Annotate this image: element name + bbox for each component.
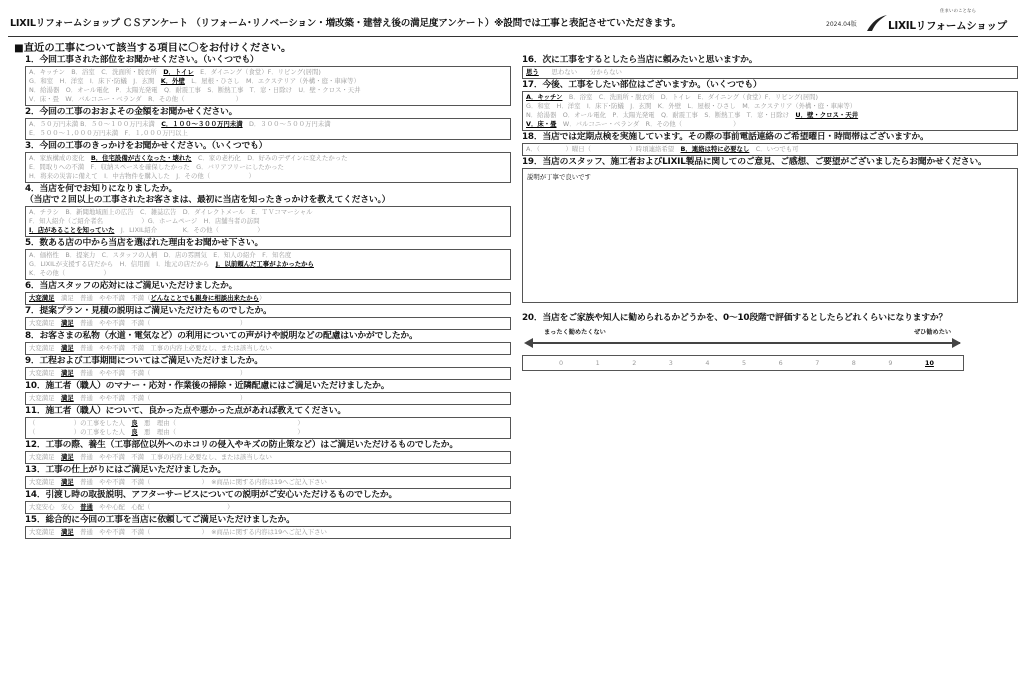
option-text[interactable]: A．価格性 B．提案力 C．スタッフの人柄 D．店の雰囲気 E．知人の紹介 F．知名度 <box>29 251 292 259</box>
option-text[interactable]: ） <box>259 294 266 302</box>
scale-option-6[interactable]: 6 <box>778 359 783 367</box>
answer-box <box>25 501 511 514</box>
option-text[interactable]: 普通 やや不満 不満（ ） <box>73 369 247 377</box>
answer-line <box>526 93 1014 102</box>
option-text[interactable]: C．いつでも可 <box>749 145 799 153</box>
selected-option[interactable]: 良 <box>131 419 138 427</box>
option-text[interactable]: 満足 普通 やや不満 不満（ <box>54 294 151 302</box>
option-text[interactable]: N．給湯器 O．オール電化 P．太陽光発電 Q．耐震工事 S．断熱工事 T．窓・日除け <box>526 111 796 119</box>
option-text[interactable]: G．和室 H．洋室 I．床下･防蟻 J．玄関 <box>29 77 161 85</box>
option-text[interactable]: B．浴室 C．洗面所・脱衣所 D．トイレ E．ダイニング（食堂）F．リビング(居間) <box>562 93 819 101</box>
answer-box <box>25 249 511 280</box>
option-text[interactable]: N．給湯器 O．オール電化 P．太陽光発電 Q．耐震工事 S．断熱工事 T．窓・日除け U．壁・クロス・天井 <box>29 86 361 94</box>
question-title: 16．次に工事をするとしたら当店に頼みたいと思いますか。 <box>522 55 758 65</box>
question-title: 17．今後、工事をしたい部位はございますか。（いくつでも） <box>522 80 762 90</box>
option-text[interactable]: A．キッチン B．浴室 C．洗面所・脱衣所 <box>29 68 164 76</box>
selected-option[interactable]: B．連絡は特に必要なし <box>680 145 750 153</box>
answer-line <box>29 163 507 172</box>
option-text[interactable]: （ ）の工事をした人 <box>29 419 132 427</box>
scale-option-9[interactable]: 9 <box>888 359 893 367</box>
option-text[interactable]: 普通 やや不満 不満（ ） <box>73 394 247 402</box>
selected-option[interactable]: V．床・畳 <box>526 120 557 128</box>
selected-option[interactable]: 満足 <box>60 344 74 352</box>
answer-line <box>29 77 507 86</box>
question-title: 5．数ある店の中から当店を選ばれた理由をお聞かせ下さい。 <box>25 238 264 248</box>
question-title: 2．今回の工事のおおよその金額をお聞かせください。 <box>25 107 238 117</box>
answer-line <box>29 528 507 537</box>
selected-option[interactable]: 満足 <box>60 528 74 536</box>
selected-option[interactable]: D．トイレ <box>163 68 194 76</box>
scale-option-1[interactable]: 1 <box>595 359 600 367</box>
question-title: 14．引渡し時の取扱説明、アフターサービスについての説明がご安心いただけるものでしたか。 <box>25 490 398 500</box>
question-title: 13．工事の仕上がりにはご満足いただけましたか。 <box>25 465 226 475</box>
question-subtitle: （当店で２回以上の工事されたお客さまは、最初に当店を知ったきっかけを教えてください。） <box>25 195 391 205</box>
option-text[interactable]: E．間取りへの不満 F．収納スペースを確保したかった G．バリアフリーにしたかった <box>29 163 284 171</box>
scale-option-3[interactable]: 3 <box>668 359 673 367</box>
selected-option[interactable]: A．キッチン <box>526 93 563 101</box>
answer-line <box>29 369 507 378</box>
option-text[interactable]: L．屋根・ひさし M．エクステリア（外構・庭・車庫等） <box>184 77 360 85</box>
answer-box <box>25 392 511 405</box>
selected-option[interactable]: どんなことでも親身に相談出来たから <box>150 294 260 302</box>
answer-line <box>29 226 507 235</box>
left-column <box>25 55 511 540</box>
selected-option[interactable]: 良 <box>131 428 138 436</box>
option-text[interactable]: A．家族構成の変化 <box>29 154 91 162</box>
answer-line <box>29 217 507 226</box>
answer-line <box>29 208 507 217</box>
question-title: 3．今回の工事のきっかけをお聞かせください。（いくつでも） <box>25 141 268 151</box>
comment-field[interactable]: 説明が丁寧で良いです <box>522 168 1018 303</box>
option-text[interactable]: 普通 やや不満 不満（ ） <box>73 319 247 327</box>
selected-option[interactable]: 満足 <box>60 394 74 402</box>
question-title: 11．施工者（職人）について、良かった点や悪かった点があれば教えてください。 <box>25 406 346 416</box>
answer-line <box>29 319 507 328</box>
answer-line <box>526 111 1014 120</box>
option-text[interactable]: A．チラシ B．新聞地域面上の広告 C．雑誌広告 D．ダイレクトメール E．ＴＶコマーシャル <box>29 208 313 216</box>
selected-option[interactable]: K．外壁 <box>160 77 185 85</box>
version-label: 2024.04版 <box>826 21 857 28</box>
answer-box <box>25 367 511 380</box>
question-title: 18．当店では定期点検を実施しています。その際の事前電話連絡のご希望曜日・時間帯はございますか。 <box>522 132 929 142</box>
answer-line <box>29 478 507 487</box>
answer-line <box>29 394 507 403</box>
header <box>8 6 1018 37</box>
selected-option[interactable]: 普通 <box>80 503 93 511</box>
arrow-left-icon <box>524 338 533 348</box>
option-text[interactable]: A．（ ）曜日（ ）時頃連絡希望 <box>526 145 681 153</box>
answer-box <box>522 66 1018 79</box>
selected-option[interactable]: 大変満足 <box>29 294 55 302</box>
answer-line <box>29 453 507 462</box>
answer-line <box>29 129 507 138</box>
answer-line <box>29 269 507 278</box>
option-text[interactable]: 大変満足 <box>29 344 61 352</box>
arrow-right-icon <box>952 338 961 348</box>
answer-box <box>25 526 511 539</box>
answer-line <box>29 260 507 269</box>
answer-box <box>25 342 511 355</box>
selected-option[interactable]: J．以前頼んだ工事がよかったから <box>215 260 314 268</box>
question-title: 20．当店をご家族や知人に勧められるかどうかを、0～10段階で評価するとしたらどれくらいになりますか？ <box>522 313 948 323</box>
scale-option-0[interactable]: 0 <box>559 359 564 367</box>
option-text[interactable]: A．５０万円未満 B．５０～１００万円未満 <box>29 120 162 128</box>
answer-box <box>25 66 511 106</box>
answer-line <box>29 419 507 428</box>
option-text[interactable]: 普通 やや不満 不満（ ） ※商品に関する内容は19へご記入下さい <box>73 528 327 536</box>
option-text[interactable]: 悪 理由（ ） <box>137 428 304 436</box>
answer-line <box>29 344 507 353</box>
option-text[interactable]: 大変安心 安心 <box>29 503 81 511</box>
option-text[interactable]: G．和室 H．洋室 I．床下･防蟻 J．玄関 K．外壁 L．屋根・ひさし M．エクステリア（外構・庭・車庫等） <box>526 102 857 110</box>
answer-box <box>25 476 511 489</box>
selected-option[interactable]: 満足 <box>60 453 74 461</box>
question-title: 1．今回工事された部位をお聞かせください。（いくつでも） <box>25 55 259 65</box>
lixil-logo <box>866 8 1016 34</box>
option-text[interactable]: 思わない 分からない <box>538 68 622 76</box>
option-text[interactable]: J．LIXIL紹介 K．その他（ ） <box>114 226 264 234</box>
answer-box <box>25 292 511 305</box>
selected-option[interactable]: B．住宅設備が古くなった・壊れた <box>90 154 192 162</box>
answer-line <box>29 172 507 181</box>
option-text[interactable]: 普通 やや不満 不満 工事の内容上必要なし、または該当しない <box>73 453 272 461</box>
question-title: 10．施工者（職人）のマナー・応対・作業後の掃除・近隣配慮にはご満足いただけましたか。 <box>25 381 390 391</box>
page-title: LIXILリフォームショップ ＣＳアンケート （リフォーム･リノベーション・増改築・建替え後の満足度アンケート）※設問では工事と表記させていただきます。 <box>10 18 681 29</box>
answer-line <box>29 503 507 512</box>
scale-left-label: まったく勧めたくない <box>544 329 606 336</box>
selected-option[interactable]: 満足 <box>60 369 74 377</box>
answer-box <box>25 118 511 140</box>
option-text[interactable]: G．LIXILが支援する店だから H．信用面 I．地元の店だから <box>29 260 216 268</box>
scale-option-10[interactable]: 10 <box>925 359 934 367</box>
answer-line <box>29 251 507 260</box>
scale-line <box>532 342 960 344</box>
option-text[interactable]: D．３００～５００万円未満 <box>242 120 331 128</box>
answer-line <box>526 145 1014 154</box>
option-text[interactable]: 大変満足 <box>29 453 61 461</box>
question-title: 19．当店のスタッフ、施工者およびLIXIL製品に関してのご意見、ご感想、ご要望がございましたらお聞かせください。 <box>522 157 987 167</box>
answer-line <box>29 120 507 129</box>
logo-brand: LIXILリフォームショップ <box>888 20 1007 32</box>
answer-box <box>25 206 511 237</box>
answer-line <box>526 120 1014 129</box>
scale-option-7[interactable]: 7 <box>815 359 820 367</box>
scale-right-label: ぜひ勧めたい <box>914 329 952 336</box>
question-title: 9．工程および工事期間についてはご満足いただけましたか。 <box>25 356 263 366</box>
answer-box <box>25 417 511 439</box>
option-text[interactable]: 普通 やや不満 不満（ ） ※商品に関する内容は19へご記入下さい <box>73 478 327 486</box>
option-text[interactable]: E．５００～１,０００万円未満 F．１,０００万円以上 <box>29 129 188 137</box>
answer-line <box>29 154 507 163</box>
option-text[interactable]: 大変満足 <box>29 478 61 486</box>
option-text[interactable]: やや心配 心配（ ） <box>92 503 234 511</box>
scale-option-2[interactable]: 2 <box>632 359 637 367</box>
question-title: 8．お客さまの私物（水道・電気など）の利用についての声がけや説明などの配慮はいかがでしたか。 <box>25 331 418 341</box>
swoosh-icon <box>866 14 888 32</box>
option-text[interactable]: 大変満足 <box>29 369 61 377</box>
answer-box <box>25 451 511 464</box>
option-text[interactable]: C．家の老朽化 D．好みのデザインに変えたかった <box>191 154 348 162</box>
option-text[interactable]: 大変満足 <box>29 394 61 402</box>
option-text[interactable]: E．ダイニング（食堂）F．リビング(居間) <box>193 68 321 76</box>
selected-option[interactable]: 満足 <box>60 319 74 327</box>
instruction-lead: ■直近の工事について該当する項目に〇をお付けください。 <box>14 42 292 54</box>
scale-option-5[interactable]: 5 <box>742 359 747 367</box>
answer-line <box>29 428 507 437</box>
answer-line <box>526 102 1014 111</box>
logo-subtitle: 住まいのことなら <box>940 9 976 14</box>
question-title: 7．提案プラン・見積の説明はご満足いただけたものでしたか。 <box>25 306 272 316</box>
recommend-scale-arrows <box>522 327 1018 351</box>
question-title: 4．当店を何でお知りになりましたか。 <box>25 184 178 194</box>
selected-option[interactable]: 満足 <box>60 478 74 486</box>
answer-box <box>522 91 1018 131</box>
answer-line <box>29 95 507 104</box>
answer-box <box>522 143 1018 156</box>
option-text[interactable]: 悪 理由（ ） <box>137 419 304 427</box>
question-title: 12．工事の際、養生（工事部位以外へのホコリの侵入やキズの防止策など）はご満足いただけるものでしたか。 <box>25 440 458 450</box>
selected-option[interactable]: C．１００～３００万円未満 <box>161 120 243 128</box>
answer-line <box>29 68 507 77</box>
option-text[interactable]: K．その他（ ） <box>29 269 110 277</box>
selected-option[interactable]: U．壁・クロス・天井 <box>795 111 859 119</box>
option-text[interactable]: F．知人紹介（ご紹介者名 ）G．ホームページ H．店舗当者の訪問 <box>29 217 260 225</box>
option-text[interactable]: V．床・畳 W．バルコニー・ベランダ R．その他（ ） <box>29 95 242 103</box>
answer-box <box>25 317 511 330</box>
option-text[interactable]: 大変満足 <box>29 319 61 327</box>
option-text[interactable]: H．将来の災害に備えて I．中古物件を購入した J．その他（ ） <box>29 172 255 180</box>
question-title: 6．当店スタッフの応対にはご満足いただけましたか。 <box>25 281 238 291</box>
option-text[interactable]: W．バルコニー・ベランダ R．その他（ ） <box>556 120 740 128</box>
selected-option[interactable]: 思う <box>526 68 539 76</box>
option-text[interactable]: （ ）の工事をした人 <box>29 428 132 436</box>
selected-option[interactable]: I．店があることを知っていた <box>29 226 115 234</box>
option-text[interactable]: 大変満足 <box>29 528 61 536</box>
answer-line <box>29 86 507 95</box>
answer-line <box>526 68 1014 77</box>
question-title: 15．総合的に今回の工事を当店に依頼してご満足いただけましたか。 <box>25 515 295 525</box>
answer-box <box>25 152 511 183</box>
scale-option-4[interactable]: 4 <box>705 359 710 367</box>
option-text[interactable]: 普通 やや不満 不満 工事の内容上必要なし、または該当しない <box>73 344 272 352</box>
scale-option-8[interactable]: 8 <box>851 359 856 367</box>
right-column <box>522 55 1018 371</box>
answer-line <box>29 294 507 303</box>
recommend-scale <box>522 355 964 371</box>
